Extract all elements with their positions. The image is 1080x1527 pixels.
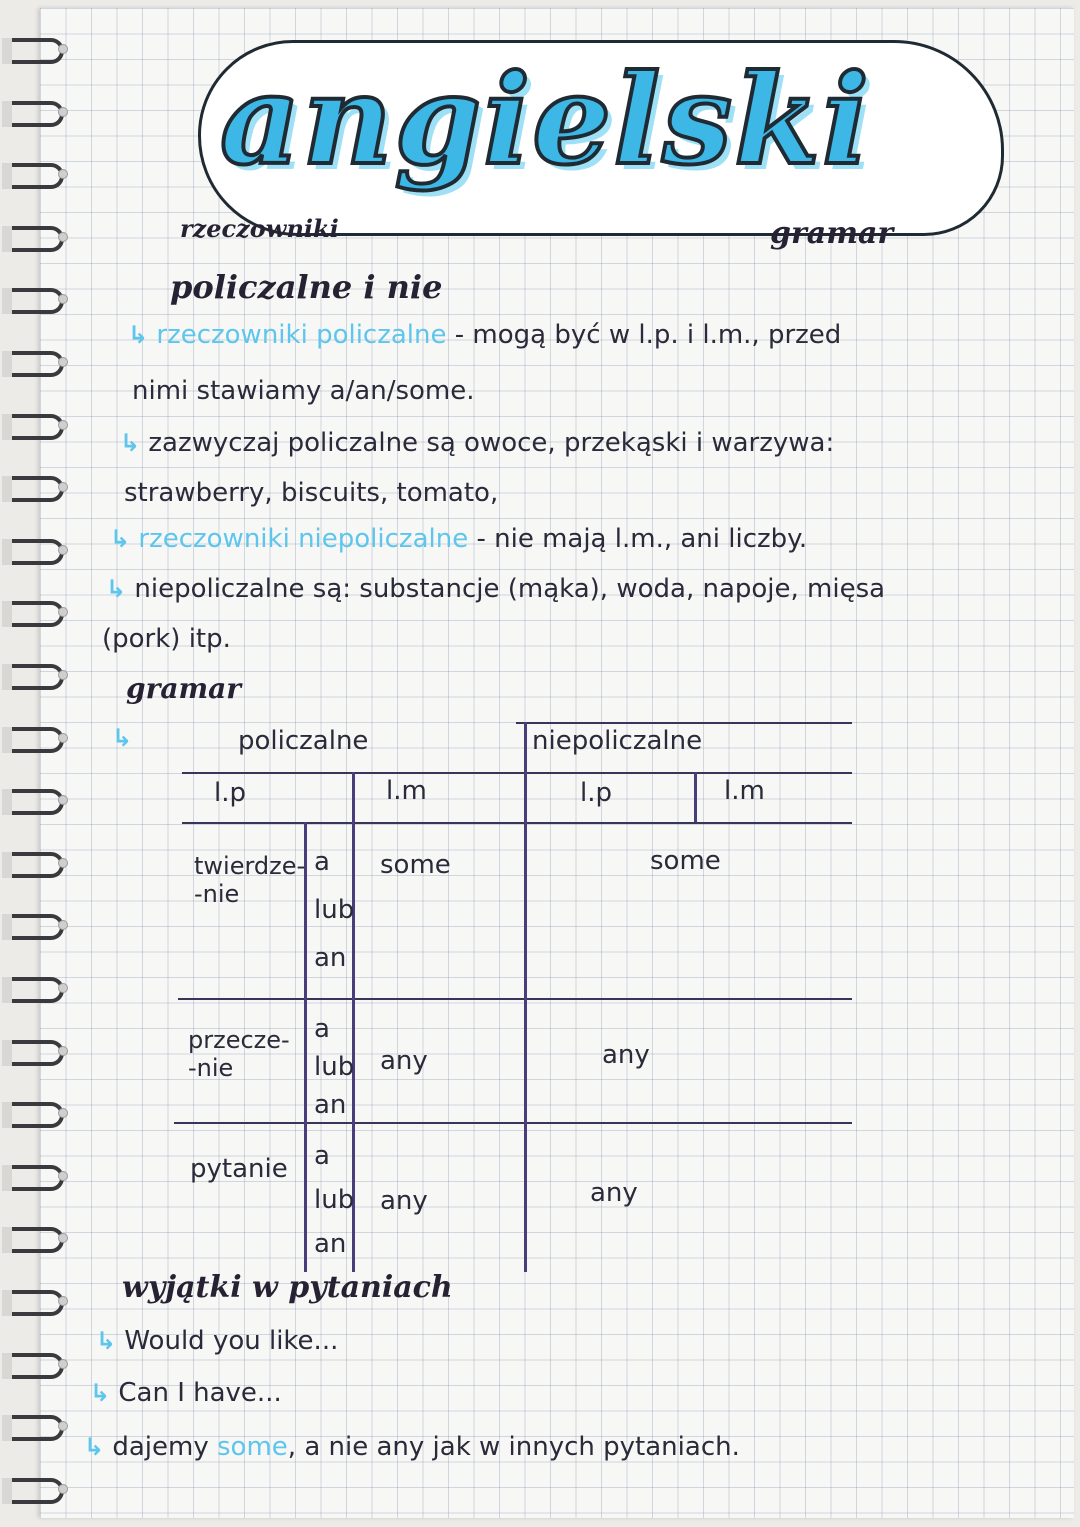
table-rule [174, 1122, 852, 1124]
spiral-ring [8, 226, 64, 252]
note-text: niepoliczalne są: substancje (mąka), woda, napoje, mięsa [134, 574, 886, 604]
spiral-ring [8, 601, 64, 627]
punch-hole [58, 1296, 68, 1306]
highlight-term: some [217, 1432, 288, 1462]
spiral-ring [8, 1353, 64, 1379]
row-countable-plural: any [380, 1186, 428, 1216]
spiral-ring [8, 1478, 64, 1504]
spiral-ring [8, 476, 64, 502]
exception-item [96, 1326, 338, 1356]
grammar-table [188, 720, 890, 1280]
exception-item [84, 1432, 740, 1462]
row-label: przecze- -nie [188, 1026, 290, 1082]
punch-hole [58, 545, 68, 555]
spiral-ring [8, 101, 64, 127]
row-uncountable: any [590, 1178, 638, 1208]
page-title: angielski [220, 48, 872, 193]
exception-text: Would you like... [124, 1326, 339, 1356]
notebook-page [40, 8, 1074, 1518]
spiral-ring [8, 1415, 64, 1441]
table-sub-header: l.p [214, 778, 246, 808]
spiral-ring [8, 977, 64, 1003]
spiral-ring [8, 914, 64, 940]
header-section: gramar [770, 216, 894, 251]
spiral-ring [8, 664, 64, 690]
row-countable-plural: some [380, 850, 451, 880]
table-rule [178, 998, 852, 1000]
table-head-countable: policzalne [238, 726, 369, 756]
table-sub-header: l.m [386, 776, 427, 806]
note-line-3 [120, 428, 834, 458]
note-line-4: strawberry, biscuits, tomato, [124, 478, 499, 508]
punch-hole [58, 1046, 68, 1056]
spiral-ring [8, 852, 64, 878]
spiral-ring [8, 1227, 64, 1253]
table-head-uncountable: niepoliczalne [532, 726, 703, 756]
table-rule [182, 772, 852, 774]
row-uncountable: some [650, 846, 721, 876]
spiral-ring [8, 1102, 64, 1128]
spiral-ring [8, 1040, 64, 1066]
spiral-ring [8, 163, 64, 189]
note-line-6 [106, 574, 885, 604]
header-topic-line2: policzalne i nie [170, 268, 443, 306]
highlight-term: rzeczowniki niepoliczalne [138, 524, 469, 554]
row-article: a lub an [314, 1141, 355, 1259]
arrow-icon: ↳ [106, 575, 127, 603]
exception-text: Can I have... [118, 1378, 282, 1408]
arrow-icon: ↳ [90, 1379, 111, 1407]
arrow-icon: ↳ [112, 724, 133, 752]
punch-hole [58, 1484, 68, 1494]
grammar-heading: gramar [126, 672, 241, 705]
spiral-ring [8, 351, 64, 377]
punch-hole [58, 1359, 68, 1369]
arrow-icon: ↳ [96, 1327, 117, 1355]
exception-text: dajemy [112, 1432, 209, 1462]
punch-hole [58, 858, 68, 868]
spiral-ring [8, 288, 64, 314]
row-article: a lub an [314, 847, 355, 973]
note-line-7: (pork) itp. [102, 624, 231, 654]
punch-hole [58, 733, 68, 743]
note-text: - mogą być w l.p. i l.m., przed [454, 320, 842, 350]
note-text: - nie mają l.m., ani liczby. [476, 524, 808, 554]
punch-hole [58, 107, 68, 117]
table-sub-header: l.m [724, 776, 765, 806]
spiral-ring [8, 414, 64, 440]
row-countable-plural: any [380, 1046, 428, 1076]
spiral-ring [8, 1165, 64, 1191]
exception-text: , a nie any jak w innych pytaniach. [287, 1432, 740, 1462]
punch-hole [58, 232, 68, 242]
spiral-ring [8, 539, 64, 565]
table-rule [516, 722, 852, 724]
spiral-ring [8, 38, 64, 64]
spiral-ring [8, 727, 64, 753]
arrow-icon: ↳ [84, 1433, 105, 1461]
table-rule [182, 822, 852, 824]
arrow-icon: ↳ [120, 429, 141, 457]
spiral-ring [8, 1290, 64, 1316]
row-article: a lub an [314, 1014, 355, 1120]
table-divider [524, 722, 527, 1272]
row-uncountable: any [602, 1040, 650, 1070]
table-sub-header: l.p [580, 778, 612, 808]
exception-item [90, 1378, 282, 1408]
punch-hole [58, 670, 68, 680]
arrow-icon: ↳ [128, 321, 149, 349]
punch-hole [58, 420, 68, 430]
row-label: twierdze- -nie [194, 852, 306, 908]
punch-hole [58, 44, 68, 54]
spiral-ring [8, 789, 64, 815]
row-label: pytanie [190, 1154, 288, 1184]
note-line-5 [110, 524, 807, 554]
punch-hole [58, 357, 68, 367]
punch-hole [58, 1171, 68, 1181]
header-topic-line1: rzeczowniki [180, 214, 339, 243]
note-line-1 [128, 320, 841, 350]
note-line-2: nimi stawiamy a/an/some. [132, 376, 475, 406]
table-divider [694, 772, 697, 822]
exceptions-heading: wyjątki w pytaniach [122, 1270, 453, 1305]
punch-hole [58, 983, 68, 993]
highlight-term: rzeczowniki policzalne [156, 320, 447, 350]
arrow-icon: ↳ [110, 525, 131, 553]
note-text: zazwyczaj policzalne są owoce, przekąski i warzywa: [148, 428, 835, 458]
